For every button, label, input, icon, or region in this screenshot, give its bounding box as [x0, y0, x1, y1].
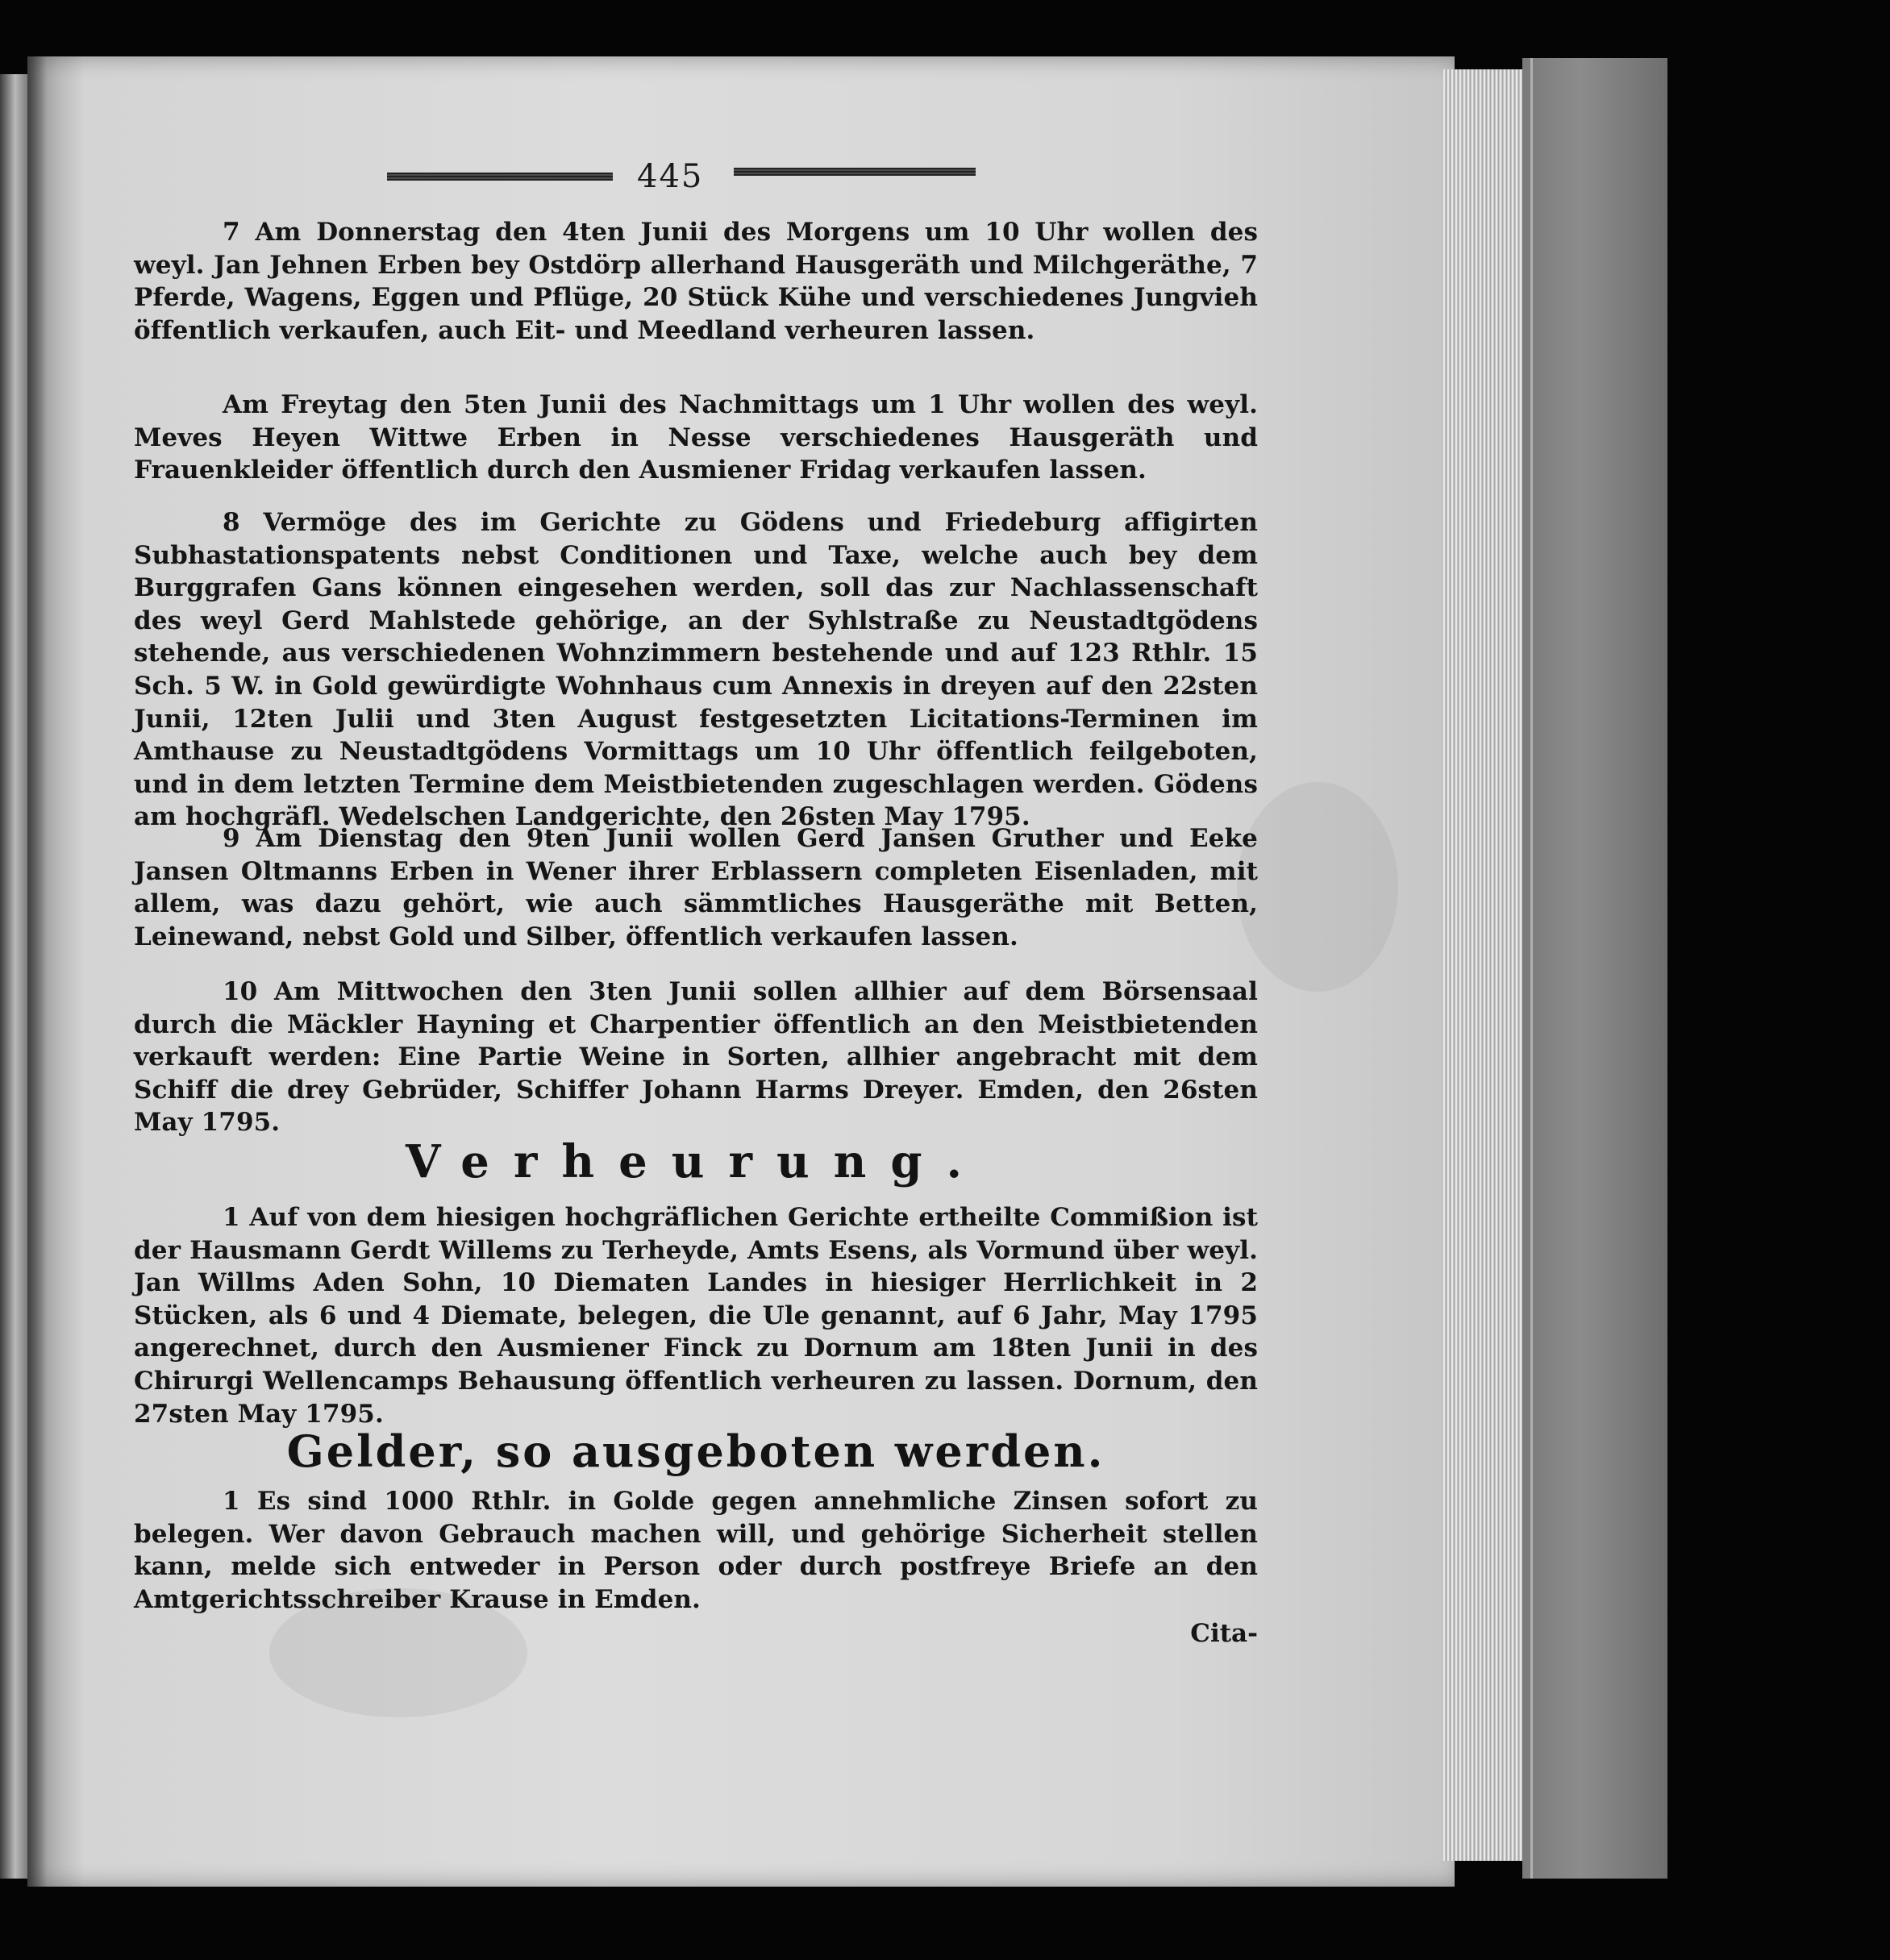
header-rule-right	[734, 168, 976, 176]
paragraph-verheurung-1: 1 Auf von dem hiesigen hochgräflichen Gerichte ertheilte Commißion ist der Hausmann Gerdt Willems zu Terheyde, Amts Esens, als Vormund über weyl. Jan Willms Aden Sohn, 10 Diematen Landes in hiesiger Herrlichkeit in 2 Stücken, als 6 und 4 Diemate, belegen, die Ule genannt, auf 6 Jahr, May 1795 angerechnet, durch den Ausmiener Finck zu Dornum am 18ten Junii in des Chirurgi Wellencamps Behausung öffentlich verheuren zu lassen. Dornum, den 27sten May 1795.	[134, 1203, 1258, 1429]
heading-gelder: Gelder, so ausgeboten werden.	[286, 1425, 1105, 1477]
page-number: 445	[637, 158, 704, 195]
left-page-edge	[0, 74, 27, 1879]
paragraph-9: 9 Am Dienstag den 9ten Junii wollen Gerd Jansen Gruther und Eeke Jansen Oltmanns Erben in Wener ihrer Erblassern completen Eisenladen, mit allem, was dazu gehört, wie auch sämmtliches Hausgeräthe mit Betten, Leinewand, nebst Gold und Silber, öffentlich verkaufen lassen.	[134, 824, 1258, 951]
paragraph-10: 10 Am Mittwochen den 3ten Junii sollen allhier auf dem Börsensaal durch die Mäckler Hayning et Charpentier öffentlich an den Meistbietenden verkauft werden: Eine Partie Weine in Sorten, allhier angebracht mit dem Schiff die drey Gebrüder, Schiffer Johann Harms Dreyer. Emden, den 26sten May 1795.	[134, 977, 1258, 1138]
page-block-edges	[1443, 69, 1524, 1861]
paragraph-7: 7 Am Donnerstag den 4ten Junii des Morgens um 10 Uhr wollen des weyl. Jan Jehnen Erben bey Ostdörp allerhand Hausgeräth und Milchgeräthe, 7 Pferde, Wagens, Eggen und Pflüge, 20 Stück Kühe und verschiedenes Jungvieh öffentlich verkaufen, auch Eit- und Meedland verheuren lassen.	[134, 218, 1258, 345]
page-gutter-shadow	[27, 56, 47, 1887]
paragraph-7b: Am Freytag den 5ten Junii des Nachmittags um 1 Uhr wollen des weyl. Meves Heyen Wittwe Erben in Nesse verschiedenes Hausgeräth und Frauenkleider öffentlich durch den Ausmiener Fridag verkaufen lassen.	[134, 390, 1258, 485]
page-header	[387, 158, 976, 195]
paragraph-8: 8 Vermöge des im Gerichte zu Gödens und Friedeburg affigirten Subhastationspatents nebst Conditionen und Taxe, welche auch bey dem Burggrafen Gans können eingesehen werden, soll das zur Nachlassenschaft des weyl Gerd Mahlstede gehörige, an der Syhlstraße zu Neustadtgödens stehende, aus verschiedenen Wohnzimmern bestehende und auf 123 Rthlr. 15 Sch. 5 W. in Gold gewürdigte Wohnhaus cum Annexis in dreyen auf den 22sten Junii, 12ten Julii und 3ten August festgesetzten Licitations-Terminen im Amthause zu Neustadtgödens Vormittags um 10 Uhr öffentlich feilgeboten, und in dem letzten Termine dem Meistbietenden zugeschlagen werden. Gödens am hochgräfl. Wedelschen Landgerichte, den 26sten May 1795.	[134, 508, 1258, 832]
header-rule-left	[387, 173, 613, 181]
paragraph-gelder-1: 1 Es sind 1000 Rthlr. in Golde gegen annehmliche Zinsen sofort zu belegen. Wer davon Gebrauch machen will, und gehörige Sicherheit stellen kann, melde sich entweder in Person oder durch postfreye Briefe an den Amtgerichtsschreiber Krause in Emden.	[134, 1487, 1258, 1614]
heading-verheurung: Verheurung.	[405, 1135, 987, 1188]
catchword: Cita-	[1190, 1619, 1258, 1648]
paper-stain	[1237, 782, 1398, 992]
book-cover-edge	[1522, 58, 1667, 1879]
